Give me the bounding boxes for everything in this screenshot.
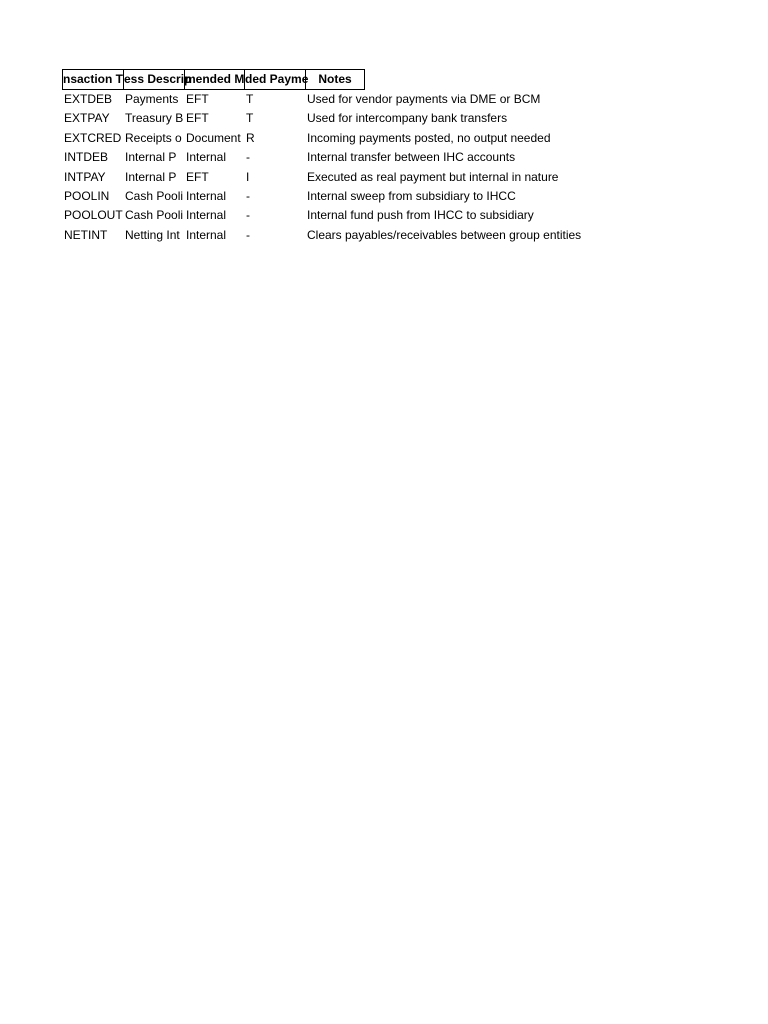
cell-method[interactable]: Internal	[186, 208, 227, 223]
table-header-row	[62, 69, 742, 90]
cell-payment[interactable]: -	[246, 208, 250, 223]
cell-notes[interactable]: Internal transfer between IHC accounts	[307, 150, 516, 165]
cell-code[interactable]: EXTPAY	[64, 111, 110, 126]
cell-payment[interactable]: T	[246, 92, 254, 106]
cell-notes[interactable]: Used for vendor payments via DME or BCM	[307, 92, 541, 106]
cell-code[interactable]: POOLIN	[64, 188, 110, 203]
cell-payment[interactable]: -	[246, 227, 250, 242]
cell-code[interactable]: POOLOUT	[64, 208, 123, 223]
cell-method[interactable]: Document	[186, 130, 241, 145]
cell-method[interactable]: Internal	[186, 150, 227, 165]
cell-description[interactable]: Internal P	[125, 150, 177, 165]
cell-code[interactable]: EXTDEB	[64, 92, 113, 106]
cell-method[interactable]: EFT	[186, 111, 209, 126]
header-cell-transaction-type[interactable]: nsaction T	[62, 69, 123, 90]
cell-payment[interactable]: R	[246, 130, 255, 145]
cell-method[interactable]: EFT	[186, 169, 209, 184]
cell-payment[interactable]: I	[246, 169, 250, 184]
header-cell-payment[interactable]: ded Payme	[244, 69, 305, 90]
cell-notes[interactable]: Used for intercompany bank transfers	[307, 111, 508, 126]
cell-payment[interactable]: T	[246, 111, 254, 126]
table-row	[62, 129, 742, 148]
cell-code[interactable]: INTPAY	[64, 169, 106, 184]
table-row	[62, 90, 742, 109]
table-row	[62, 206, 742, 225]
cell-notes[interactable]: Incoming payments posted, no output needed	[307, 130, 551, 145]
header-cell-notes[interactable]: Notes	[305, 69, 365, 90]
cell-code[interactable]: INTDEB	[64, 150, 109, 165]
cell-notes[interactable]: Executed as real payment but internal in nature	[307, 169, 559, 184]
spreadsheet-table	[62, 69, 742, 245]
cell-notes[interactable]: Clears payables/receivables between group entities	[307, 227, 582, 242]
cell-code[interactable]: NETINT	[64, 227, 108, 242]
cell-description[interactable]: Cash Pooli	[125, 188, 184, 203]
table-row	[62, 187, 742, 206]
header-cell-recommended-method[interactable]: mended M	[184, 69, 244, 90]
cell-method[interactable]: Internal	[186, 227, 227, 242]
cell-method[interactable]: EFT	[186, 92, 209, 106]
cell-payment[interactable]: -	[246, 188, 250, 203]
cell-description[interactable]: Payments	[125, 92, 179, 106]
cell-code[interactable]: EXTCRED	[64, 130, 122, 145]
cell-notes[interactable]: Internal sweep from subsidiary to IHCC	[307, 188, 516, 203]
table-body	[62, 90, 742, 245]
cell-description[interactable]: Treasury B	[125, 111, 184, 126]
cell-description[interactable]: Internal P	[125, 169, 177, 184]
cell-description[interactable]: Netting Int	[125, 227, 180, 242]
table-row	[62, 148, 742, 167]
cell-description[interactable]: Receipts o	[125, 130, 182, 145]
cell-method[interactable]: Internal	[186, 188, 227, 203]
table-row	[62, 109, 742, 128]
cell-payment[interactable]: -	[246, 150, 250, 165]
header-cell-process-description[interactable]: ess Descrip	[123, 69, 184, 90]
cell-notes[interactable]: Internal fund push from IHCC to subsidiary	[307, 208, 534, 223]
table-row	[62, 226, 742, 245]
cell-description[interactable]: Cash Pooli	[125, 208, 184, 223]
table-row	[62, 168, 742, 187]
